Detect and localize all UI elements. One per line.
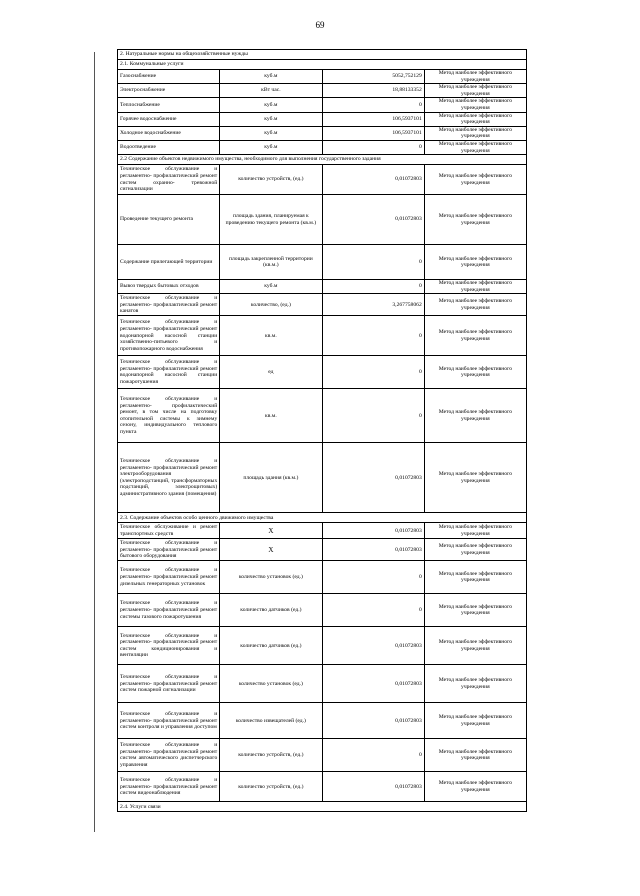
row-method-cell: Метод наиболее эффективного учреждения bbox=[424, 126, 526, 140]
row-unit-cell: количество извещателей (ед.) bbox=[220, 703, 322, 739]
table-row bbox=[118, 245, 527, 280]
table-row bbox=[118, 280, 527, 294]
row-name-cell: Газоснабжение bbox=[118, 70, 220, 84]
row-value-cell: 106,5937101 bbox=[322, 112, 424, 126]
row-unit-cell: куб.м bbox=[220, 126, 322, 140]
section-heading-row bbox=[118, 513, 527, 523]
row-unit-cell: количество, (ед.) bbox=[220, 294, 322, 316]
row-value-cell: 0,01072803 bbox=[322, 703, 424, 739]
row-value-cell: 0 bbox=[322, 316, 424, 356]
row-value-cell: 0 bbox=[322, 389, 424, 443]
row-name-cell: Горячее водоснабжение bbox=[118, 112, 220, 126]
row-name-cell: Техническое обслуживание и регламентно- профилактический ремонт канатов bbox=[118, 294, 220, 316]
row-method-cell: Метод наиболее эффективного учреждения bbox=[424, 539, 526, 561]
row-value-cell: 0 bbox=[322, 739, 424, 772]
row-method-cell: Метод наиболее эффективного учреждения bbox=[424, 195, 526, 245]
row-value-cell: 5052,752129 bbox=[322, 70, 424, 84]
row-unit-cell: кВт час. bbox=[220, 84, 322, 98]
row-method-cell: Метод наиболее эффективного учреждения bbox=[424, 739, 526, 772]
row-name-cell: Техническое обслуживание и регламентно- профилактический ремонт бытового оборудования bbox=[118, 539, 220, 561]
table-row bbox=[118, 112, 527, 126]
section-heading-row bbox=[118, 50, 527, 60]
row-unit-cell: X bbox=[220, 539, 322, 561]
row-method-cell: Метод наиболее эффективного учреждения bbox=[424, 594, 526, 627]
row-unit-cell: куб.м bbox=[220, 70, 322, 84]
row-name-cell: Техническое обслуживание и регламентно- профилактический ремонт, в том числе на подготовку отопительной системы к зимнему сезону, индивидуального теплового пункта bbox=[118, 389, 220, 443]
table-row bbox=[118, 443, 527, 513]
norms-table-body bbox=[118, 50, 527, 812]
row-unit-cell: количество установок (ед.) bbox=[220, 561, 322, 594]
table-row bbox=[118, 627, 527, 665]
row-method-cell: Метод наиболее эффективного учреждения bbox=[424, 140, 526, 154]
row-name-cell: Техническое обслуживание и регламентно- профилактический ремонт электрооборудования (электроподстанций, трансформаторных подстанций, электрощитовых) административного здания (помещения) bbox=[118, 443, 220, 513]
section-heading-row bbox=[118, 155, 527, 165]
row-unit-cell: кв.м. bbox=[220, 389, 322, 443]
row-value-cell: 0 bbox=[322, 280, 424, 294]
table-row bbox=[118, 294, 527, 316]
row-name-cell: Проведение текущего ремонта bbox=[118, 195, 220, 245]
table-row bbox=[118, 165, 527, 195]
row-value-cell: 0 bbox=[322, 245, 424, 280]
table-row bbox=[118, 70, 527, 84]
row-name-cell: Техническое обслуживание и регламентно- профилактический ремонт систем видеонаблюдения bbox=[118, 772, 220, 802]
row-unit-cell: количество датчиков (ед.) bbox=[220, 627, 322, 665]
row-name-cell: Техническое обслуживание и регламентно- профилактический ремонт водонапорной насосной станции пожаротушения bbox=[118, 356, 220, 389]
row-name-cell: Техническое обслуживание и регламентно- профилактический ремонт водонапорной насосной станции хозяйственно-питьевого и противопожарного водоснабжения bbox=[118, 316, 220, 356]
row-value-cell: 0,01072803 bbox=[322, 665, 424, 703]
row-method-cell: Метод наиболее эффективного учреждения bbox=[424, 561, 526, 594]
row-value-cell: 0,01072803 bbox=[322, 772, 424, 802]
row-value-cell: 18,88133352 bbox=[322, 84, 424, 98]
row-value-cell: 0,01072803 bbox=[322, 627, 424, 665]
table-row bbox=[118, 561, 527, 594]
row-value-cell: 0,01072803 bbox=[322, 539, 424, 561]
row-value-cell: 0 bbox=[322, 561, 424, 594]
table-row bbox=[118, 739, 527, 772]
row-name-cell: Техническое обслуживание и регламентно- профилактический ремонт систем пожарной сигнализации bbox=[118, 665, 220, 703]
row-name-cell: Техническое обслуживание и регламентно- профилактический ремонт систем охранно- тревожной сигнализации bbox=[118, 165, 220, 195]
row-value-cell: 0 bbox=[322, 98, 424, 112]
row-unit-cell: кв.м. bbox=[220, 316, 322, 356]
table-row bbox=[118, 703, 527, 739]
table-row bbox=[118, 665, 527, 703]
row-method-cell: Метод наиболее эффективного учреждения bbox=[424, 523, 526, 539]
row-name-cell: Теплоснабжение bbox=[118, 98, 220, 112]
row-name-cell: Содержание прилегающей территории bbox=[118, 245, 220, 280]
table-row bbox=[118, 98, 527, 112]
row-name-cell: Техническое обслуживание и регламентно- профилактический ремонт систем кондиционирования и вентиляции bbox=[118, 627, 220, 665]
row-value-cell: 0 bbox=[322, 594, 424, 627]
row-value-cell: 0 bbox=[322, 140, 424, 154]
row-unit-cell: количество установок (ед.) bbox=[220, 665, 322, 703]
row-method-cell: Метод наиболее эффективного учреждения bbox=[424, 245, 526, 280]
row-unit-cell: площадь здания (кв.м.) bbox=[220, 443, 322, 513]
row-method-cell: Метод наиболее эффективного учреждения bbox=[424, 627, 526, 665]
row-unit-cell: X bbox=[220, 523, 322, 539]
row-name-cell: Техническое обслуживание и регламентно- профилактический ремонт систем контроля и управления доступом bbox=[118, 703, 220, 739]
row-unit-cell: куб.м bbox=[220, 98, 322, 112]
row-value-cell: 106,5937101 bbox=[322, 126, 424, 140]
row-method-cell: Метод наиболее эффективного учреждения bbox=[424, 280, 526, 294]
row-unit-cell: куб.м bbox=[220, 140, 322, 154]
section-heading: 2.4. Услуги связи bbox=[118, 802, 527, 812]
table-row bbox=[118, 594, 527, 627]
table-row bbox=[118, 316, 527, 356]
row-value-cell: 0 bbox=[322, 356, 424, 389]
row-method-cell: Метод наиболее эффективного учреждения bbox=[424, 70, 526, 84]
section-heading: 2. Натуральные нормы на общехозяйственные нужды bbox=[118, 50, 527, 60]
row-method-cell: Метод наиболее эффективного учреждения bbox=[424, 772, 526, 802]
row-value-cell: 0,01072803 bbox=[322, 165, 424, 195]
row-method-cell: Метод наиболее эффективного учреждения bbox=[424, 84, 526, 98]
row-method-cell: Метод наиболее эффективного учреждения bbox=[424, 665, 526, 703]
row-method-cell: Метод наиболее эффективного учреждения bbox=[424, 443, 526, 513]
row-unit-cell: площадь закрепленной территории (кв.м.) bbox=[220, 245, 322, 280]
row-value-cell: 0,01072803 bbox=[322, 195, 424, 245]
row-name-cell: Техническое обслуживание и ремонт транспортных средств bbox=[118, 523, 220, 539]
row-value-cell: 0,01072803 bbox=[322, 443, 424, 513]
margin-line bbox=[94, 52, 95, 832]
table-row bbox=[118, 126, 527, 140]
table-row bbox=[118, 389, 527, 443]
section-heading-row bbox=[118, 60, 527, 70]
section-heading: 2.3. Содержание объектов особо ценного движимого имущества bbox=[118, 513, 527, 523]
row-name-cell: Техническое обслуживание и регламентно- профилактический ремонт системы газового пожаротушения bbox=[118, 594, 220, 627]
table-row bbox=[118, 772, 527, 802]
row-unit-cell: куб.м bbox=[220, 280, 322, 294]
row-name-cell: Техническое обслуживание и регламентно- профилактический ремонт систем автоматического диспетчерского управления bbox=[118, 739, 220, 772]
row-unit-cell: количество устройств, (ед.) bbox=[220, 772, 322, 802]
table-row bbox=[118, 356, 527, 389]
row-value-cell: 0,01072803 bbox=[322, 523, 424, 539]
row-method-cell: Метод наиболее эффективного учреждения bbox=[424, 112, 526, 126]
row-method-cell: Метод наиболее эффективного учреждения bbox=[424, 165, 526, 195]
row-method-cell: Метод наиболее эффективного учреждения bbox=[424, 703, 526, 739]
row-method-cell: Метод наиболее эффективного учреждения bbox=[424, 389, 526, 443]
row-unit-cell: количество устройств, (ед.) bbox=[220, 739, 322, 772]
row-method-cell: Метод наиболее эффективного учреждения bbox=[424, 98, 526, 112]
table-row bbox=[118, 523, 527, 539]
row-method-cell: Метод наиболее эффективного учреждения bbox=[424, 356, 526, 389]
table-row bbox=[118, 195, 527, 245]
row-unit-cell: количество датчиков (ед.) bbox=[220, 594, 322, 627]
section-heading: 2.1. Коммунальные услуги bbox=[118, 60, 527, 70]
section-heading: 2.2 Содержание объектов недвижимого имущества, необходимого для выполнения государственного задания bbox=[118, 155, 527, 165]
row-method-cell: Метод наиболее эффективного учреждения bbox=[424, 294, 526, 316]
row-name-cell: Вывоз твердых бытовых отходов bbox=[118, 280, 220, 294]
row-method-cell: Метод наиболее эффективного учреждения bbox=[424, 316, 526, 356]
section-heading-row bbox=[118, 802, 527, 812]
row-name-cell: Техническое обслуживание и регламентно- профилактический ремонт дизельных генераторных установок bbox=[118, 561, 220, 594]
row-name-cell: Водоотведение bbox=[118, 140, 220, 154]
row-unit-cell: количество устройств, (ед.) bbox=[220, 165, 322, 195]
page-number: 69 bbox=[315, 20, 325, 30]
row-name-cell: Холодное водоснабжение bbox=[118, 126, 220, 140]
row-unit-cell: куб.м bbox=[220, 112, 322, 126]
table-row bbox=[118, 539, 527, 561]
table-row bbox=[118, 140, 527, 154]
norms-table bbox=[117, 49, 527, 812]
row-unit-cell: площадь здания, планируемая к проведению текущего ремонта (кв.м.) bbox=[220, 195, 322, 245]
row-name-cell: Электроснабжение bbox=[118, 84, 220, 98]
table-row bbox=[118, 84, 527, 98]
row-value-cell: 3,267758062 bbox=[322, 294, 424, 316]
row-unit-cell: ед bbox=[220, 356, 322, 389]
